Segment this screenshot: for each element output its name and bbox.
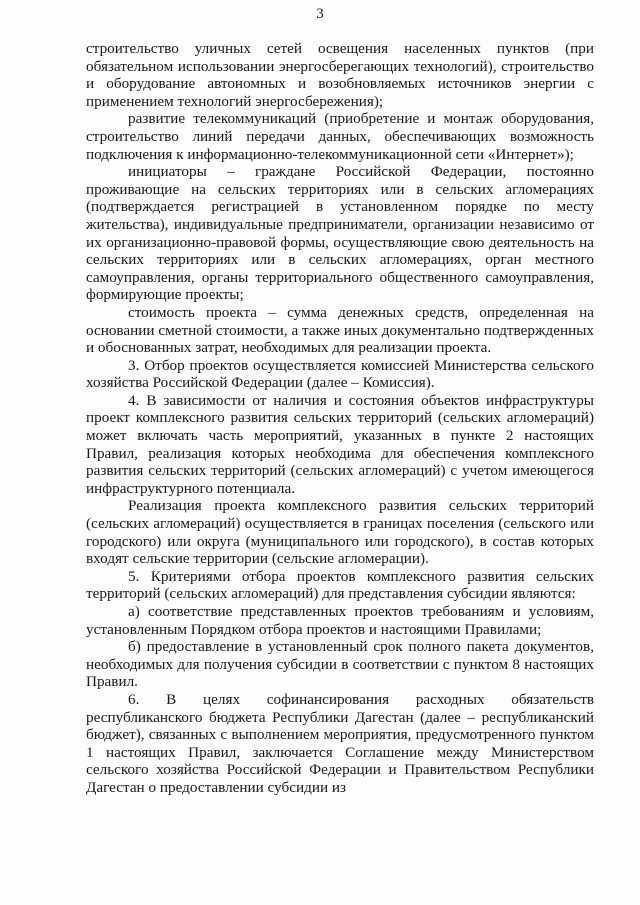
paragraph-initiators: инициаторы – граждане Российской Федерации, постоянно проживающие на сельских территориях или в сельских агломерациях (подтверждается регистрацией в установленном порядке по месту жительства), индивидуальные предприниматели, организации независимо от их организационно-правовой формы, осуществляющие свою деятельность на сельских территориях или в сельских агломерациях, орган местного самоуправления, органы территориального общественного самоуправления, формирующие проекты; — [86, 163, 594, 304]
paragraph-item-5: 5. Критериями отбора проектов комплексного развития сельских территорий (сельских агломераций) для представления субсидии являются: — [86, 567, 594, 603]
paragraph-item-5a: а) соответствие представленных проектов требованиям и условиям, установленным Порядком отбора проектов и настоящими Правилами; — [86, 603, 594, 638]
paragraph-item-5b: б) предоставление в установленный срок полного пакета документов, необходимых для получения субсидии в соответствии с пунктом 8 настоящих Правил. — [86, 638, 594, 691]
paragraph-implementation: Реализация проекта комплексного развития сельских территорий (сельских агломераций) осуществляется в границах поселения (сельского или городского) или округа (муниципального или городского), в состав которых входят сельские территории (сельские агломерации). — [86, 497, 594, 568]
paragraph-project-cost: стоимость проекта – сумма денежных средств, определенная на основании сметной стоимости, а также иных документально подтвержденных и обоснованных затрат, необходимых для реализации проекта. — [86, 303, 594, 357]
paragraph-telecom: развитие телекоммуникаций (приобретение и монтаж оборудования, строительство линий передачи данных, обеспечивающих возможность подключения к информационно-телекоммуникационной сети «Интернет»); — [86, 110, 594, 163]
page-number: 3 — [316, 6, 324, 22]
paragraph-item-3: 3. Отбор проектов осуществляется комиссией Министерства сельского хозяйства Российской Федерации (далее – Комиссия). — [86, 356, 594, 392]
paragraph-lighting: строительство уличных сетей освещения населенных пунктов (при обязательном использовании энергосберегающих технологий), строительство и оборудование автономных и возобновляемых источников энергии с применением технологий энергосбережения); — [86, 40, 594, 110]
paragraph-item-4: 4. В зависимости от наличия и состояния объектов инфраструктуры проект комплексного развития сельских территорий (сельских агломераций) может включать часть мероприятий, указанных в пункте 2 настоящих Правил, реализация которых необходима для обеспечения комплексного развития сельских территорий (сельских агломераций) с учетом имеющегося инфраструктурного потенциала. — [86, 391, 594, 497]
paragraph-item-6: 6. В целях софинансирования расходных обязательств республиканского бюджета Республики Дагестан (далее – республиканский бюджет), связанных с выполнением мероприятия, предусмотренного пунктом 1 настоящих Правил, заключается Соглашение между Министерством сельского хозяйства Российской Федерации и Правительством Республики Дагестан о предоставлении субсидии из — [86, 690, 594, 796]
